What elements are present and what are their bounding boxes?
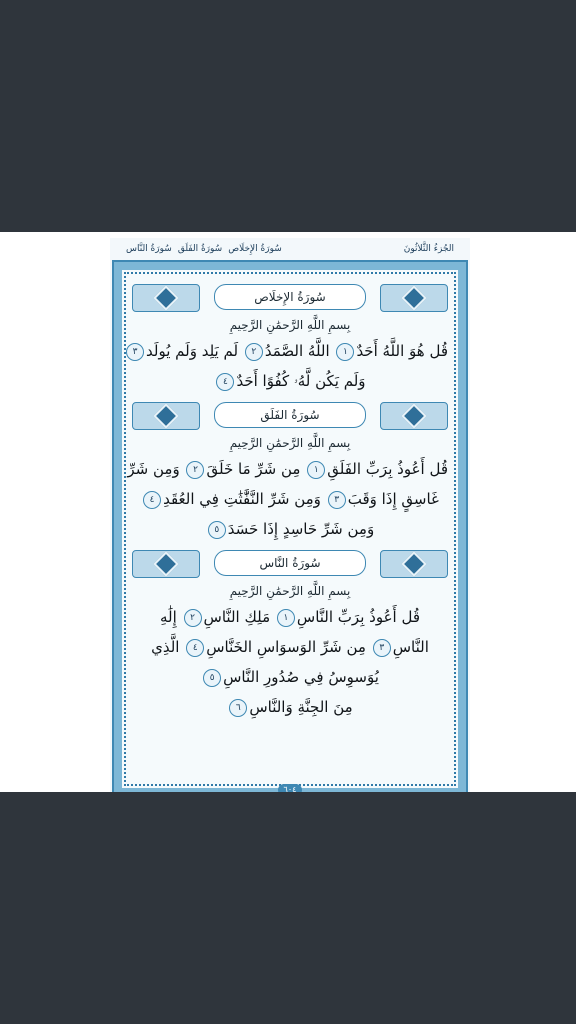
verse-line	[132, 662, 448, 692]
verse-text: مِن شَرِّ الوَسوَاسِ الخَنَّاسِ	[206, 638, 366, 656]
ornament-icon	[380, 402, 448, 430]
ayah-number-marker: ١	[307, 461, 325, 479]
ornament-icon	[380, 550, 448, 578]
ayah-number-marker: ٢	[186, 461, 204, 479]
verse-line	[132, 514, 448, 544]
ayah-number-marker: ٢	[245, 343, 263, 361]
verse-line	[132, 484, 448, 514]
verse-text: قُل أَعُوذُ بِرَبِّ الفَلَقِ	[327, 460, 448, 478]
verse-text: مِنَ الجِنَّةِ وَالنَّاسِ	[249, 698, 353, 716]
surah-title: سُورَةُ الإِخلَاص	[214, 284, 366, 310]
ornament-icon	[132, 550, 200, 578]
juz-label: الجُزءُ الثَّلاثُونَ	[403, 244, 454, 254]
ayah-number-marker: ٣	[328, 491, 346, 509]
surah-title-banner	[132, 282, 448, 312]
basmala: بِسمِ اللَّهِ الرَّحمَٰنِ الرَّحِيمِ	[229, 318, 351, 332]
header-surah-names	[126, 244, 282, 254]
ayah-number-marker: ١	[336, 343, 354, 361]
verse-text: النَّاسِ	[392, 638, 429, 656]
ayah-number-marker: ٦	[229, 699, 247, 717]
ayah-number-marker: ٤	[143, 491, 161, 509]
verse-line	[132, 336, 448, 366]
verse-text: اللَّهُ الصَّمَدُ	[264, 342, 330, 360]
verse-line	[132, 602, 448, 632]
surah-title: سُورَةُ النَّاس	[214, 550, 366, 576]
ornament-icon	[380, 284, 448, 312]
ayah-number-marker: ٣	[126, 343, 144, 361]
verse-text: لَم يَلِد وَلَم يُولَد	[146, 342, 239, 360]
verse-text: الَّذِي	[151, 638, 180, 656]
verse-text: وَمِن شَرِّ حَاسِدٍ إِذَا حَسَدَ	[227, 520, 375, 538]
verse-text: وَمِن شَرِّ	[127, 460, 180, 478]
surah-title: سُورَةُ الفَلَق	[214, 402, 366, 428]
ayah-number-marker: ٢	[184, 609, 202, 627]
ornamental-border	[114, 262, 466, 792]
verse-text: مَلِكِ النَّاسِ	[203, 608, 271, 626]
verse-text: إِلَٰهِ	[159, 608, 177, 626]
page-number: ٦٠٤	[278, 784, 302, 792]
basmala: بِسمِ اللَّهِ الرَّحمَٰنِ الرَّحِيمِ	[229, 436, 351, 450]
header-surah-name: سُورَةُ الإِخلَاص	[228, 244, 282, 254]
verse-text: قُل أَعُوذُ بِرَبِّ النَّاسِ	[296, 608, 420, 626]
ornament-icon	[132, 284, 200, 312]
page-text	[127, 278, 448, 792]
ornament-icon	[132, 402, 200, 430]
header-surah-name: سُورَةُ الفَلَق	[177, 244, 223, 254]
surah-title-banner	[132, 400, 448, 430]
verse-line	[132, 632, 448, 662]
verse-line	[132, 692, 448, 722]
verse-line	[127, 454, 448, 484]
verse-text: غَاسِقٍ إِذَا وَقَبَ	[347, 490, 439, 508]
ayah-number-marker: ٣	[373, 639, 391, 657]
verse-text: مِن شَرِّ مَا خَلَقَ	[206, 460, 301, 478]
header-surah-name: سُورَةُ النَّاس	[126, 244, 172, 254]
quran-page	[110, 238, 470, 792]
ayah-number-marker: ٤	[186, 639, 204, 657]
verse-text: وَلَم يَكُن لَّهُۥ كُفُوًا أَحَدٌ	[236, 372, 366, 390]
ayah-number-marker: ١	[277, 609, 295, 627]
ayah-number-marker: ٤	[216, 373, 234, 391]
basmala: بِسمِ اللَّهِ الرَّحمَٰنِ الرَّحِيمِ	[229, 584, 351, 598]
ayah-number-marker: ٥	[208, 521, 226, 539]
verse-text: يُوَسوِسُ فِي صُدُورِ النَّاسِ	[223, 668, 379, 686]
verse-text: وَمِن شَرِّ النَّفَّٰثَٰتِ فِي العُقَدِ	[163, 490, 321, 508]
ayah-number-marker: ٥	[203, 669, 221, 687]
verse-text: قُل هُوَ اللَّهُ أَحَدٌ	[356, 342, 448, 360]
verse-line	[132, 366, 448, 396]
page-header	[110, 238, 470, 260]
surah-title-banner	[132, 548, 448, 578]
